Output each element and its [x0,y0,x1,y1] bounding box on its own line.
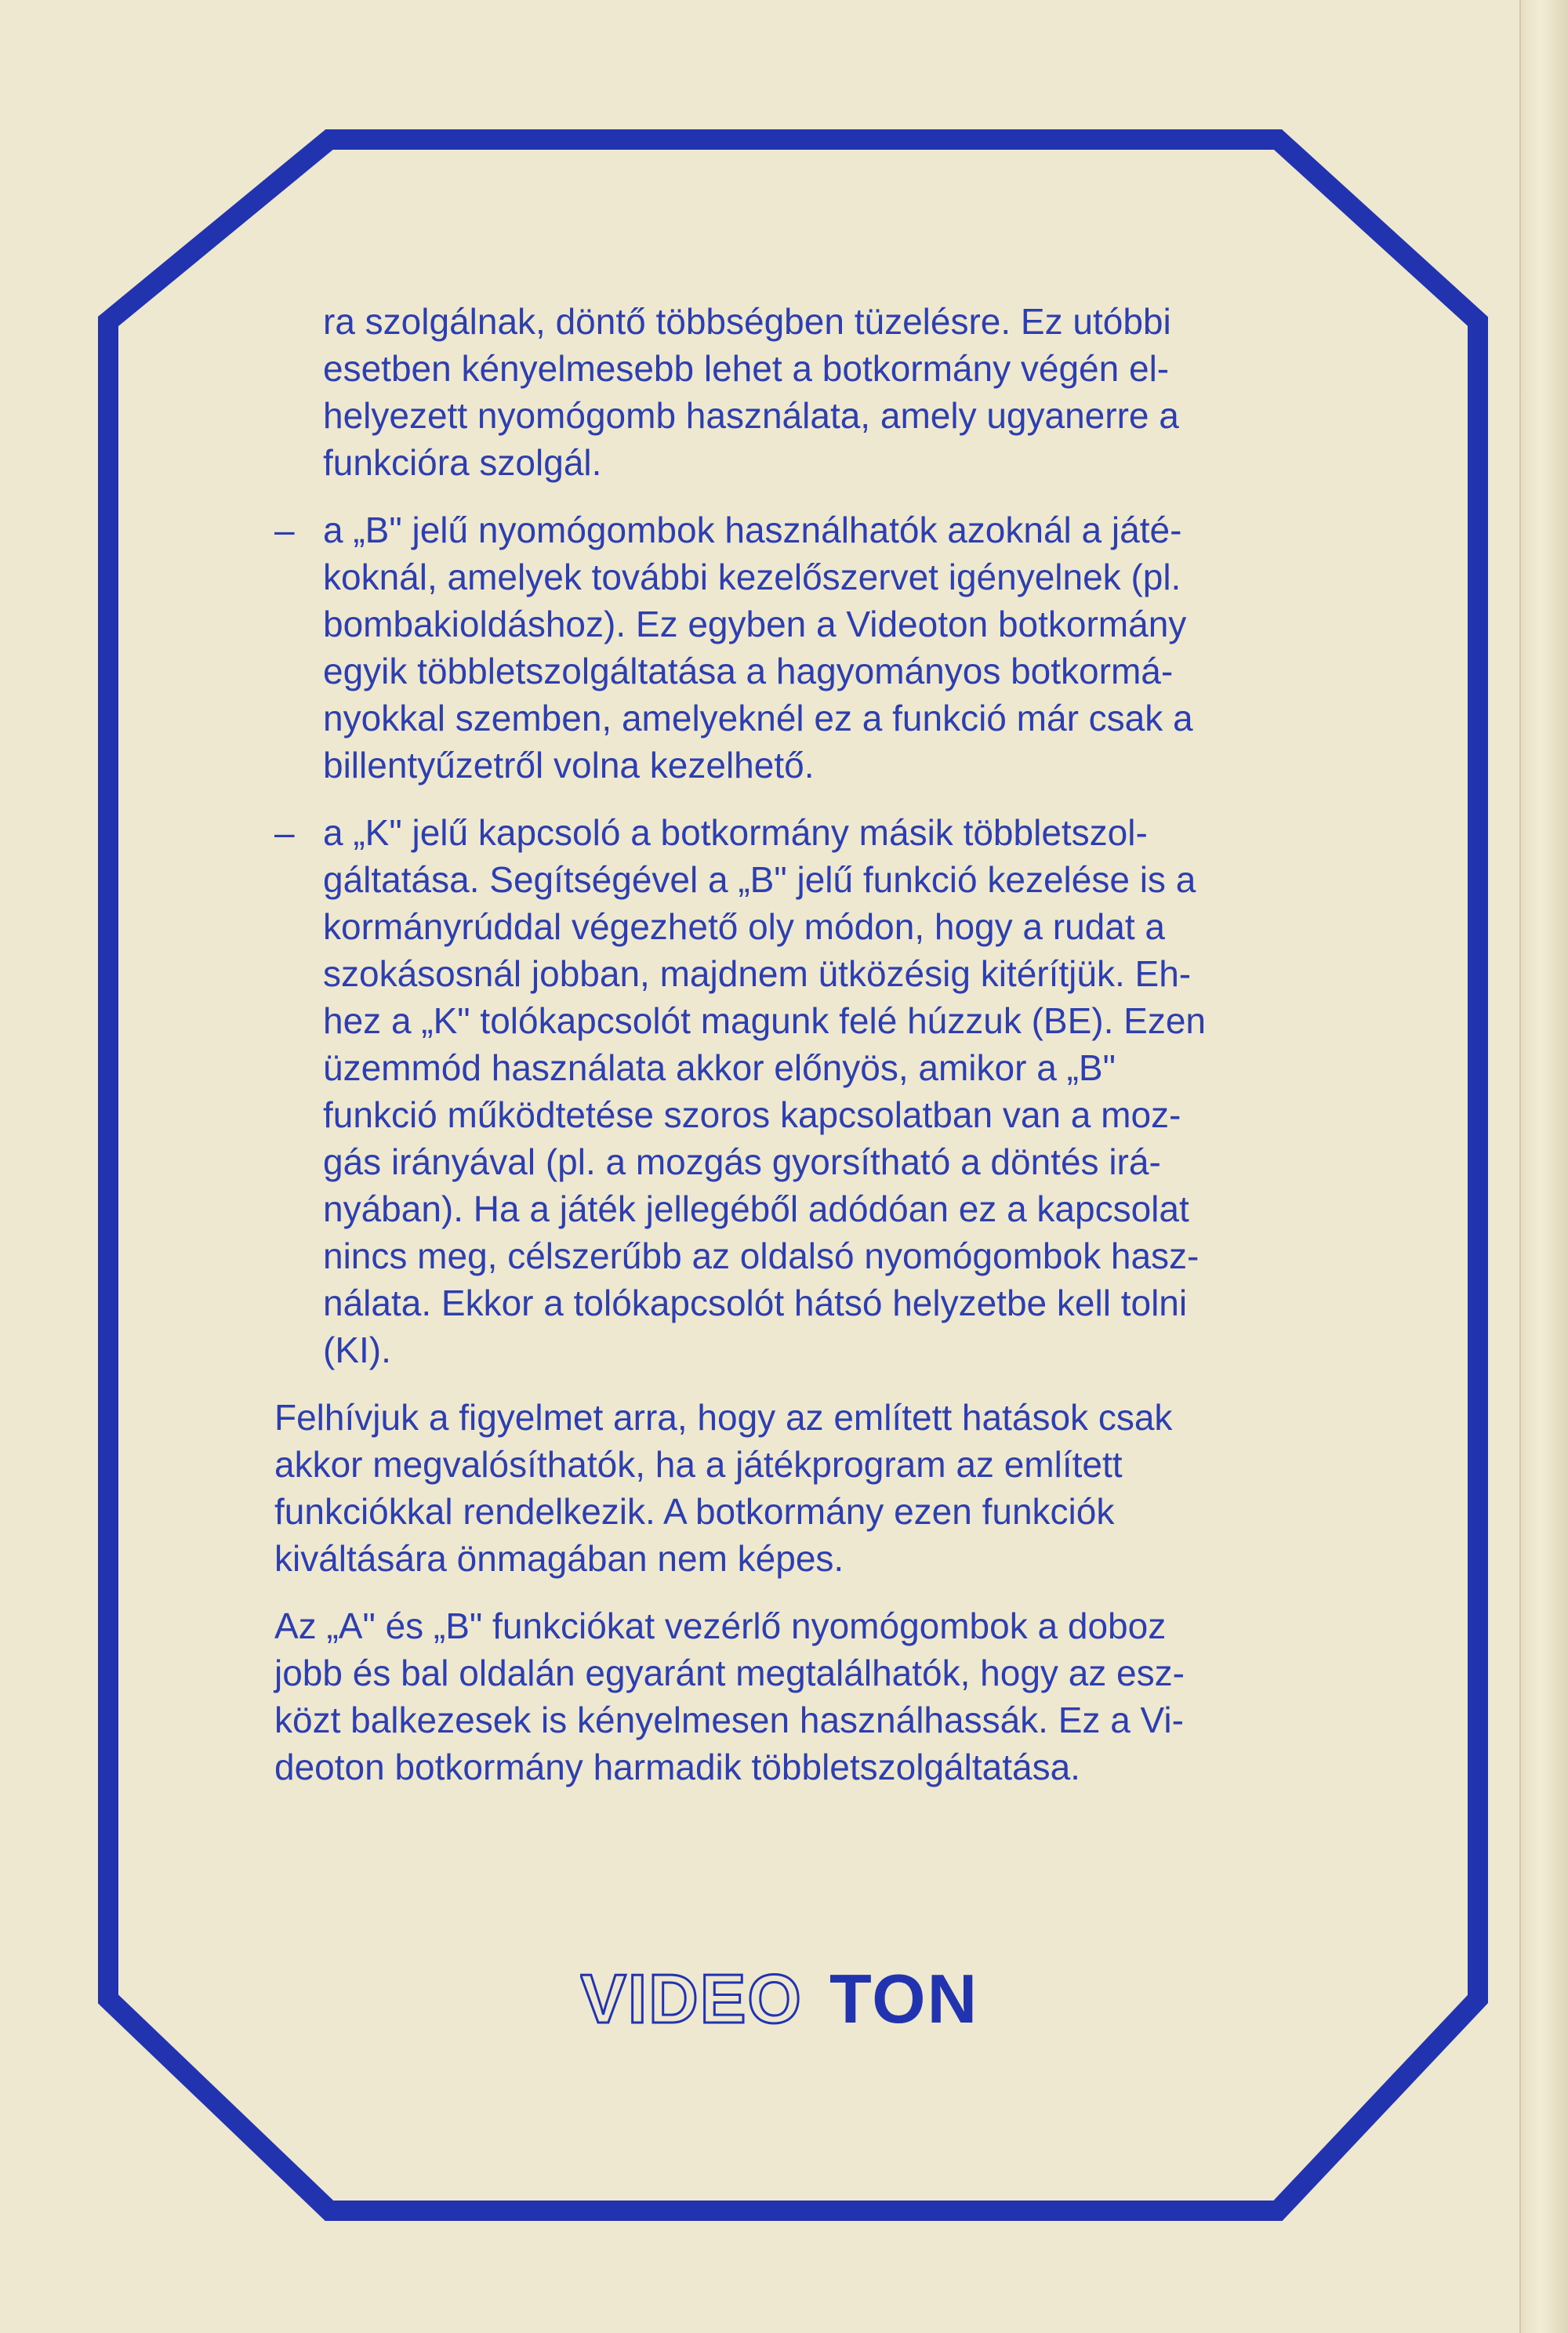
text-line: a „K" jelű kapcsoló a botkormány másik többletszol- [323,812,1148,853]
text-line: gáltatása. Segítségével a „B" jelű funkció kezelése is a [323,859,1196,900]
buttons-paragraph [274,1602,1372,1791]
text-line: deoton botkormány harmadik többletszolgáltatása. [274,1747,1080,1787]
text-line: Felhívjuk a figyelmet arra, hogy az említett hatások csak [274,1397,1173,1438]
text-line: nincs meg, célszerűbb az oldalsó nyomógombok hasz- [323,1235,1200,1276]
intro-paragraph [323,298,1372,486]
text-line: koknál, amelyek további kezelőszervet igényelnek (pl. [323,557,1181,597]
bullet-dash: – [274,510,295,550]
text-line: akkor megvalósíthatók, ha a játékprogram az említett [274,1444,1123,1485]
text-line: nyokkal szemben, amelyeknél ez a funkció már csak a [323,698,1193,738]
text-line: nyában). Ha a játék jellegéből adódóan ez a kapcsolat [323,1188,1189,1229]
text-line: szokásosnál jobban, majdnem ütközésig kitérítjük. Eh- [323,953,1192,994]
text-line: billentyűzetről volna kezelhető. [323,745,815,786]
logo-solid-text: TON [829,1960,979,2037]
text-line: gás irányával (pl. a mozgás gyorsítható a döntés irá- [323,1141,1161,1182]
text-line: kormányrúddal végezhető oly módon, hogy a rudat a [323,906,1165,947]
text-line: kiváltására önmagában nem képes. [274,1538,844,1579]
videoton-logo-graphic [580,1960,988,2038]
logo-outlined-text: VIDEO [580,1960,803,2037]
text-line: ra szolgálnak, döntő többségben tüzelésre. Ez utóbbi [323,301,1171,342]
text-line: hez a „K" tolókapcsolót magunk felé húzzuk (BE). Ezen [323,1000,1207,1041]
text-line: jobb és bal oldalán egyaránt megtalálhatók, hogy az esz- [274,1653,1185,1693]
bullet-dash: – [274,812,295,853]
notice-paragraph [274,1394,1372,1582]
text-line: helyezett nyomógomb használata, amely ugyanerre a [323,395,1179,436]
text-line: bombakioldáshoz). Ez egyben a Videoton botkormány [323,604,1187,644]
text-line: funkció működtetése szoros kapcsolatban van a moz- [323,1094,1181,1135]
text-line: (KI). [323,1330,391,1370]
text-line: funkciókkal rendelkezik. A botkormány ezen funkciók [274,1491,1115,1532]
body-text [274,298,1372,1791]
videoton-logo [0,1960,1568,2042]
text-line: a „B" jelű nyomógombok használhatók azoknál a játé- [323,510,1182,550]
text-line: közt balkezesek is kényelmesen használhassák. Ez a Vi- [274,1700,1184,1740]
text-line: nálata. Ekkor a tolókapcsolót hátsó helyzetbe kell tolni [323,1283,1188,1323]
bullet-item-k-switch [274,809,1372,1373]
text-line: funkcióra szolgál. [323,442,602,483]
text-line: esetben kényelmesebb lehet a botkormány végén el- [323,348,1170,389]
text-line: egyik többletszolgáltatása a hagyományos botkormá- [323,651,1174,691]
text-line: üzemmód használata akkor előnyös, amikor a „B" [323,1047,1116,1088]
text-line: Az „A" és „B" funkciókat vezérlő nyomógombok a doboz [274,1606,1167,1646]
bullet-item-b-buttons [274,506,1372,789]
